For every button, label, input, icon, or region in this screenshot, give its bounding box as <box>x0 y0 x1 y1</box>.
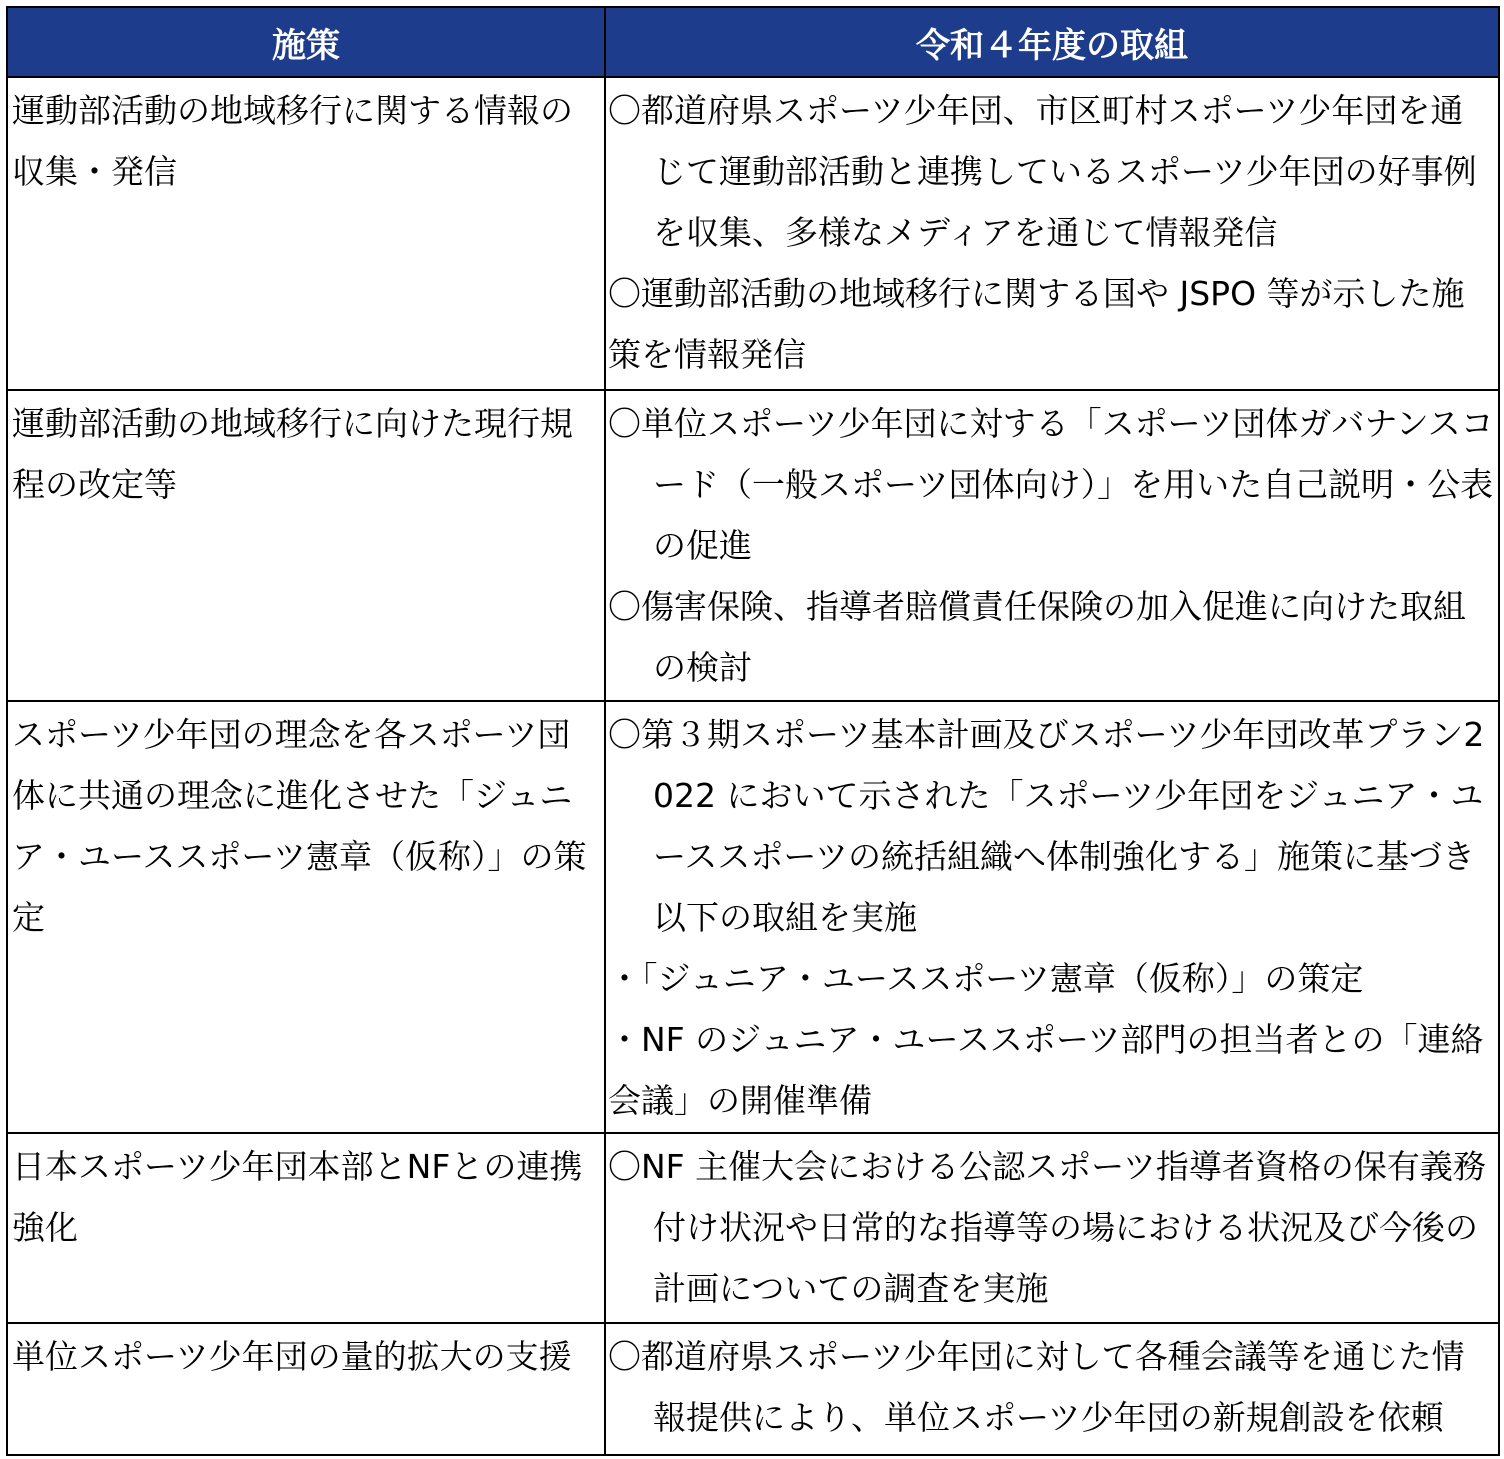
policy-cell: 運動部活動の地域移行に関する情報の収集・発信 <box>7 77 605 390</box>
policy-table <box>6 6 1500 1456</box>
table-row <box>7 77 1499 390</box>
action-item: 〇単位スポーツ少年団に対する「スポーツ団体ガバナンスコード（一般スポーツ団体向け）」を用いた自己説明・公表の促進 <box>608 404 1494 565</box>
action-item: 〇運動部活動の地域移行に関する国や JSPO 等が示した施策を情報発信 <box>608 274 1465 374</box>
policy-cell: 運動部活動の地域移行に向けた現行規程の改定等 <box>7 390 605 701</box>
actions-cell <box>605 1133 1499 1323</box>
table-row <box>7 701 1499 1133</box>
policy-cell: 単位スポーツ少年団の量的拡大の支援 <box>7 1323 605 1455</box>
actions-cell <box>605 1323 1499 1455</box>
action-item: ・「ジュニア・ユーススポーツ憲章（仮称）」の策定 <box>608 959 1364 998</box>
action-item: 〇都道府県スポーツ少年団、市区町村スポーツ少年団を通じて運動部活動と連携しているスポーツ少年団の好事例を収集、多様なメディアを通じて情報発信 <box>608 91 1477 252</box>
table-row <box>7 1133 1499 1323</box>
policy-cell: 日本スポーツ少年団本部とNFとの連携強化 <box>7 1133 605 1323</box>
header-row <box>7 7 1499 77</box>
table-row <box>7 1323 1499 1455</box>
header-actions: 令和４年度の取組 <box>605 7 1499 77</box>
action-item: ・NF のジュニア・ユーススポーツ部門の担当者との「連絡会議」の開催準備 <box>608 1020 1484 1120</box>
action-item: 〇NF 主催大会における公認スポーツ指導者資格の保有義務付け状況や日常的な指導等の場における状況及び今後の計画についての調査を実施 <box>608 1147 1486 1308</box>
action-item: 〇傷害保険、指導者賠償責任保険の加入促進に向けた取組の検討 <box>608 587 1466 687</box>
actions-cell <box>605 77 1499 390</box>
action-item: 〇都道府県スポーツ少年団に対して各種会議等を通じた情報提供により、単位スポーツ少年団の新規創設を依頼 <box>608 1337 1465 1437</box>
actions-cell <box>605 390 1499 701</box>
policy-cell: スポーツ少年団の理念を各スポーツ団体に共通の理念に進化させた「ジュニア・ユーススポーツ憲章（仮称）」の策定 <box>7 701 605 1133</box>
header-policy: 施策 <box>7 7 605 77</box>
table-row <box>7 390 1499 701</box>
actions-cell <box>605 701 1499 1133</box>
action-item: 〇第３期スポーツ基本計画及びスポーツ少年団改革プラン2022 において示された「スポーツ少年団をジュニア・ユーススポーツの統括組織へ体制強化する」施策に基づき以下の取組を実施 <box>608 715 1485 937</box>
